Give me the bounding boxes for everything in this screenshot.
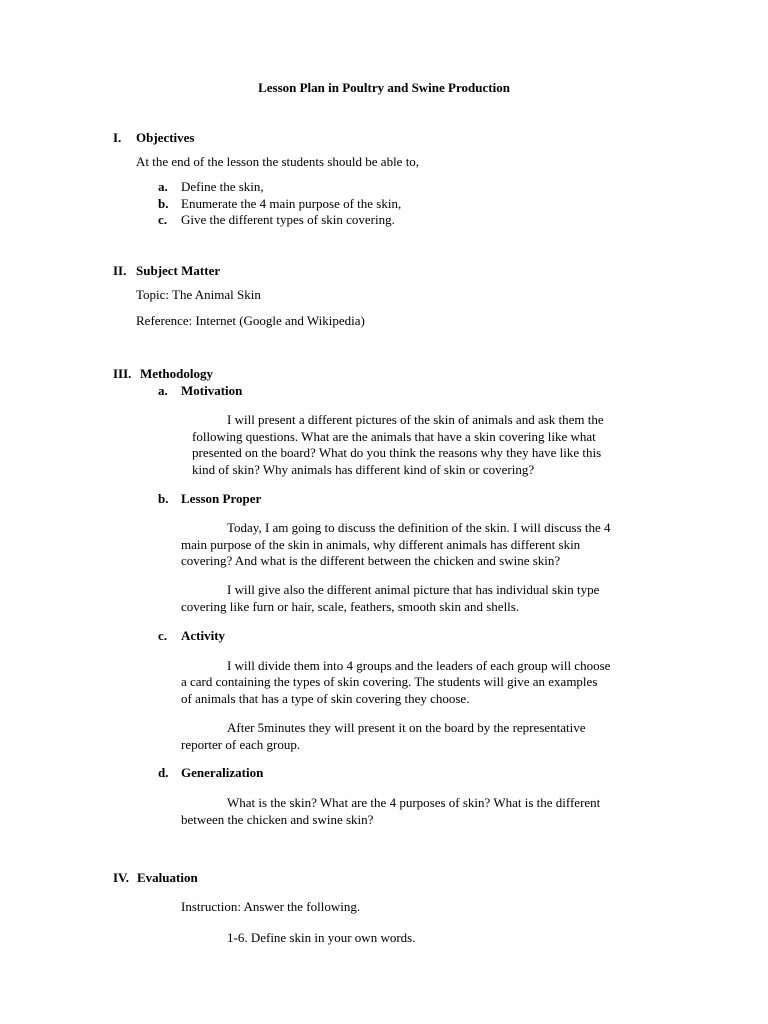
objectives-intro: At the end of the lesson the students should be able to,: [136, 154, 420, 169]
section-number: IV.: [113, 870, 130, 885]
topic-line: Topic: The Animal Skin: [136, 287, 261, 302]
paragraph-line: I will divide them into 4 groups and the leaders of each group will choose: [227, 658, 611, 673]
section-number: I.: [113, 130, 122, 145]
paragraph-line: following questions. What are the animals that have a skin covering like what: [192, 429, 596, 444]
paragraph-line: presented on the board? What do you think the reasons why they have like this: [192, 445, 602, 460]
list-letter: a.: [158, 179, 168, 194]
paragraph-line: main purpose of the skin in animals, why different animals has different skin: [181, 537, 581, 552]
section-heading-objectives: Objectives: [136, 130, 195, 145]
subsection-heading-activity: Activity: [181, 628, 226, 643]
paragraph-line: covering like furn or hair, scale, feathers, smooth skin and shells.: [181, 599, 520, 614]
paragraph-line: a card containing the types of skin covering. The students will give an examples: [181, 674, 598, 689]
paragraph-line: of animals that has a type of skin covering they choose.: [181, 691, 470, 706]
section-heading-methodology: Methodology: [140, 366, 213, 381]
list-item: Give the different types of skin covering.: [181, 212, 395, 227]
list-letter: d.: [158, 765, 169, 780]
paragraph-line: covering? And what is the different between the chicken and swine skin?: [181, 553, 561, 568]
list-item: Define the skin,: [181, 179, 264, 194]
section-number: III.: [113, 366, 132, 381]
list-letter: c.: [158, 628, 168, 643]
paragraph-line: I will give also the different animal picture that has individual skin type: [227, 582, 600, 597]
paragraph-line: kind of skin? Why animals has different kind of skin or covering?: [192, 462, 535, 477]
list-letter: b.: [158, 491, 169, 506]
subsection-heading-motivation: Motivation: [181, 383, 243, 398]
paragraph-line: reporter of each group.: [181, 737, 301, 752]
reference-line: Reference: Internet (Google and Wikipedia): [136, 313, 365, 328]
list-letter: b.: [158, 196, 169, 211]
section-heading-subject-matter: Subject Matter: [136, 263, 221, 278]
list-letter: a.: [158, 383, 168, 398]
paragraph-line: between the chicken and swine skin?: [181, 812, 374, 827]
subsection-heading-lesson-proper: Lesson Proper: [181, 491, 262, 506]
paragraph-line: Today, I am going to discuss the definition of the skin. I will discuss the 4: [227, 520, 611, 535]
subsection-heading-generalization: Generalization: [181, 765, 264, 780]
paragraph-line: What is the skin? What are the 4 purposes of skin? What is the different: [227, 795, 601, 810]
evaluation-instruction: Instruction: Answer the following.: [181, 899, 361, 914]
section-heading-evaluation: Evaluation: [137, 870, 198, 885]
paragraph-line: I will present a different pictures of the skin of animals and ask them the: [227, 412, 604, 427]
paragraph-line: After 5minutes they will present it on the board by the representative: [227, 720, 586, 735]
document-title: Lesson Plan in Poultry and Swine Production: [258, 80, 510, 95]
list-item: Enumerate the 4 main purpose of the skin,: [181, 196, 402, 211]
list-letter: c.: [158, 212, 168, 227]
section-number: II.: [113, 263, 127, 278]
evaluation-item: 1-6. Define skin in your own words.: [227, 930, 416, 945]
